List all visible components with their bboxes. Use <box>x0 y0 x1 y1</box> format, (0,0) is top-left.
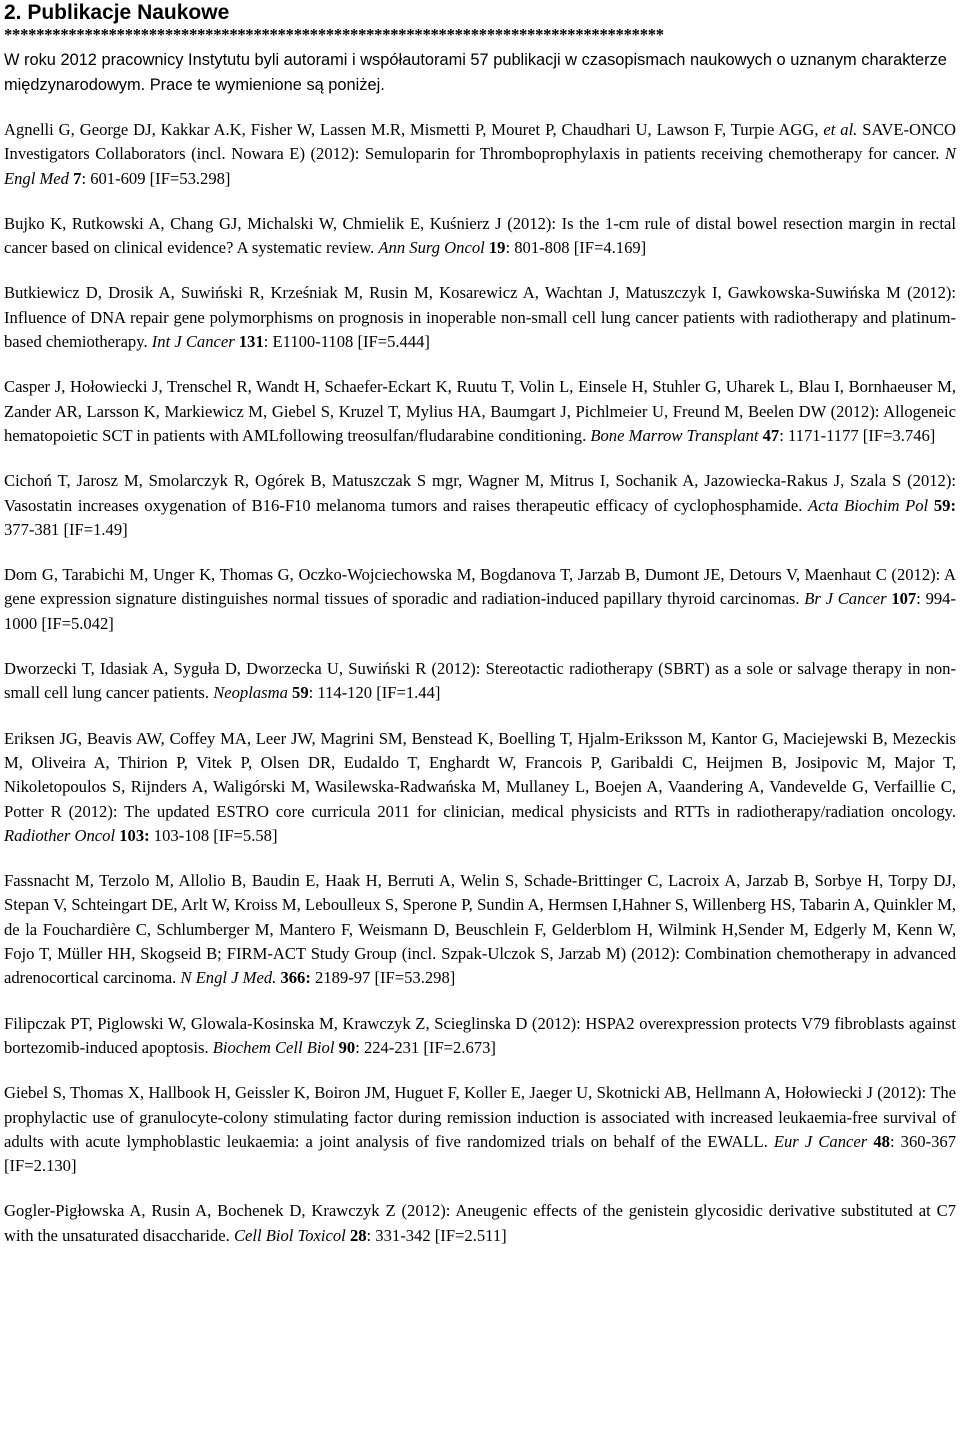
publication-pages-impact: : 114-120 [IF=1.44] <box>308 683 441 703</box>
publication-entry <box>4 1012 956 1061</box>
publication-authors-title: Butkiewicz D, Drosik A, Suwiński R, Krześniak M, Rusin M, Kosarewicz A, Wachtan J, Matuszczyk I, Gawkowska-Suwińska M (2012): Influence of DNA repair gene polymorphisms on prognosis in inoperable non-small cell lung cancer patients with radiotherapy and platinum-based chemiotherapy. <box>4 283 956 352</box>
publication-pages-impact: : 1171-1177 [IF=3.746] <box>779 425 936 445</box>
publication-journal: Bone Marrow Transplant <box>590 425 759 445</box>
publication-entry <box>4 118 956 191</box>
publication-volume: 131 <box>234 332 264 352</box>
publication-authors-title: Filipczak PT, Piglowski W, Glowala-Kosinska M, Krawczyk Z, Scieglinska D (2012): HSPA2 overexpression protects V79 fibroblasts against bortezomib-induced apoptosis. <box>4 1013 956 1057</box>
publication-journal: Eur J Cancer <box>773 1131 868 1151</box>
publication-pages-impact: : 360-367 [IF=2.130] <box>4 1131 956 1176</box>
publication-entry <box>4 375 956 448</box>
publication-entry <box>4 727 956 848</box>
asterisk-divider: ********************************************************************************** <box>4 26 664 44</box>
section-heading: 2. Publikacje Naukowe <box>4 1 230 24</box>
publication-journal: Acta Biochim Pol <box>808 495 929 515</box>
publication-entry <box>4 1199 956 1248</box>
publication-entry <box>4 469 956 542</box>
publication-title: SAVE-ONCO Investigators Collaborators (incl. Nowara E) (2012): Semuloparin for Thromboprophylaxis in patients receiving chemotherapy for cancer. <box>4 120 956 164</box>
publication-pages-impact: : E1100-1108 [IF=5.444] <box>263 332 430 352</box>
publication-volume: 107 <box>886 589 917 609</box>
publication-pages-impact: 103-108 [IF=5.58] <box>149 825 278 845</box>
publication-volume: 59 <box>287 683 309 703</box>
publication-et-al: et al. <box>823 120 858 139</box>
publication-volume: 28 <box>345 1225 367 1245</box>
publication-authors-title: Fassnacht M, Terzolo M, Allolio B, Baudin E, Haak H, Berruti A, Welin S, Schade-Brittinger C, Lacroix A, Jarzab B, Sorbye H, Torpy DJ, Stepan V, Schteingart DE, Arlt W, Kroiss M, Leboulleux S, Sperone P, Sundin A, Hermsen I,Hahner S, Willenberg HS, Tabarin A, Quinkler M, de la Fouchardière C, Schlumberger M, Mantero F, Weismann D, Beuschlein F, Gelderblom H, Wilmink H,Sender M, Edgerly M, Kenn W, Fojo T, Müller HH, Skogseid B; FIRM-ACT Study Group (incl. Szpak-Ulczok S, Jarzab M) (2012): Combination chemotherapy in advanced adrenocortical carcinoma. <box>4 871 956 988</box>
publication-volume: 59: <box>928 495 956 515</box>
publication-journal: Radiother Oncol <box>4 825 116 845</box>
publication-entry <box>4 563 956 636</box>
publication-authors-title: Cichoń T, Jarosz M, Smolarczyk R, Ogórek B, Matuszczak S mgr, Wagner M, Mitrus I, Sochanik A, Jazowiecka-Rakus J, Szala S (2012): Vasostatin increases oxygenation of B16-F10 melanoma tumors and raises therapeutic efficacy of cyclophosphamide. <box>4 471 956 515</box>
publication-volume: 19 <box>484 238 506 258</box>
publication-volume: 47 <box>758 425 780 445</box>
publication-journal: Neoplasma <box>213 683 288 703</box>
publication-pages-impact: : 601-609 [IF=53.298] <box>81 168 231 188</box>
publication-journal: Cell Biol Toxicol <box>233 1225 346 1245</box>
publication-entry <box>4 212 956 261</box>
publication-authors-title: Bujko K, Rutkowski A, Chang GJ, Michalski W, Chmielik E, Kuśnierz J (2012): Is the 1-cm rule of distal bowel resection margin in rectal cancer based on clinical evidence? A systematic review. <box>4 213 956 258</box>
publication-authors-title: Casper J, Hołowiecki J, Trenschel R, Wandt H, Schaefer-Eckart K, Ruutu T, Volin L, Einsele H, Stuhler G, Uharek L, Blau I, Bornhaeuser M, Zander AR, Larsson K, Markiewicz M, Giebel S, Kruzel T, Mylius HA, Baumgart J, Pichlmeier U, Freund M, Beelen DW (2012): Allogeneic hematopoietic SCT in patients with AMLfollowing treosulfan/fludarabine conditioning. <box>4 377 956 445</box>
publication-entry <box>4 869 956 990</box>
publication-volume: 366: <box>276 968 311 988</box>
intro-paragraph: W roku 2012 pracownicy Instytutu byli autorami i współautorami 57 publikacji w czasopismach naukowych o uznanym charakterze międzynarodowym. Prace te wymienione są poniżej. <box>4 51 947 94</box>
publication-pages-impact: 2189-97 [IF=53.298] <box>310 968 456 988</box>
publication-authors-title: Eriksen JG, Beavis AW, Coffey MA, Leer JW, Magrini SM, Benstead K, Boelling T, Hjalm-Eriksson M, Kantor G, Maciejewski B, Mezeckis M, Oliveira A, Thirion P, Vitek P, Olsen DR, Eudaldo T, Enghardt W, Francois P, Garibaldi C, Heijmen B, Josipovic M, Major T, Nikoletopoulos S, Rijnders A, Waligórski M, Wasilewska-Radwańska M, Mullaney L, Boejen A, Vaandering A, Vandevelde G, Verfaillie C, Potter R (2012): The updated ESTRO core curricula 2011 for clinician, medical physicists and RTTs in radiotherapy/radiation oncology. <box>4 728 956 821</box>
publication-authors-title: Giebel S, Thomas X, Hallbook H, Geissler K, Boiron JM, Huguet F, Koller E, Jaeger U, Skotnicki AB, Hellmann A, Hołowiecki J (2012): The prophylactic use of granulocyte-colony stimulating factor during remission induction is associated with increased leukaemia-free survival of adults with acute lymphoblastic leukaemia: a joint analysis of five randomized trials on behalf of the EWALL. <box>4 1083 956 1151</box>
publication-pages-impact: : 224-231 [IF=2.673] <box>355 1037 496 1057</box>
publication-volume: 7 <box>68 168 82 188</box>
publication-authors-title: Dworzecki T, Idasiak A, Syguła D, Dworzecka U, Suwiński R (2012): Stereotactic radiotherapy (SBRT) as a sole or salvage therapy in non-small cell lung cancer patients. <box>4 659 956 703</box>
publication-journal: N Engl Med <box>4 144 956 188</box>
publication-volume: 103: <box>115 825 150 845</box>
publication-journal: N Engl J Med. <box>180 968 277 988</box>
publication-pages-impact: : 331-342 [IF=2.511] <box>366 1225 507 1245</box>
publication-entry <box>4 657 956 706</box>
publication-authors-title: Gogler-Pigłowska A, Rusin A, Bochenek D, Krawczyk Z (2012): Aneugenic effects of the genistein glycosidic derivative substituted at C7 with the unsaturated disaccharide. <box>4 1201 956 1245</box>
publication-list <box>4 118 956 1248</box>
publication-volume: 90 <box>334 1037 356 1057</box>
publication-entry <box>4 281 956 354</box>
publication-journal: Br J Cancer <box>804 589 887 609</box>
publication-journal: Int J Cancer <box>151 332 235 352</box>
publication-authors-title: Dom G, Tarabichi M, Unger K, Thomas G, Oczko-Wojciechowska M, Bogdanova T, Jarzab B, Dumont JE, Detours V, Maenhaut C (2012): A gene expression signature distinguishes normal tissues of sporadic and radiation-induced papillary thyroid carcinomas. <box>4 565 956 609</box>
publication-pages-impact: : 801-808 [IF=4.169] <box>505 238 647 258</box>
publication-authors-title: Agnelli G, George DJ, Kakkar A.K, Fisher W, Lassen M.R, Mismetti P, Mouret P, Chaudhari U, Lawson F, Turpie AGG, <box>4 120 824 139</box>
publication-journal: Biochem Cell Biol <box>212 1037 335 1057</box>
publication-volume: 48 <box>867 1131 890 1151</box>
publication-journal: Ann Surg Oncol <box>378 238 485 258</box>
publication-entry <box>4 1081 956 1178</box>
publication-pages-impact: 377-381 [IF=1.49] <box>4 519 128 539</box>
publication-pages-impact: : 994-1000 [IF=5.042] <box>4 589 956 633</box>
